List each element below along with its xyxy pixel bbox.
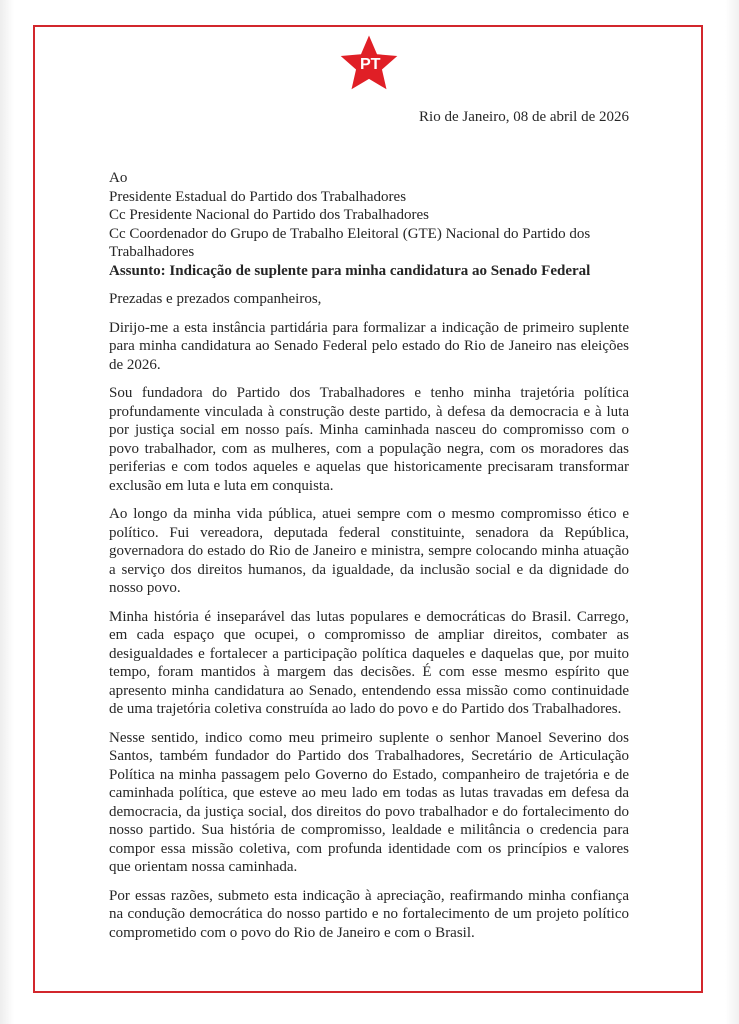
recipient-line: Presidente Estadual do Partido dos Trabalhadores [109, 188, 407, 205]
recipient-block [109, 169, 629, 280]
letter-paragraph: Sou fundadora do Partido dos Trabalhadores e tenho minha trajetória política profundamente vinculada à construção deste partido, à defesa da democracia e à luta por justiça social em nosso país. Minha caminhada nasceu do compromisso com o povo trabalhador, com as mulheres, com a população negra, com os moradores das periferias e com todos aqueles e aquelas que historicamente precisaram transformar exclusão em luta e luta em conquista. [109, 385, 629, 494]
letter-paragraph: Ao longo da minha vida pública, atuei sempre com o mesmo compromisso ético e político. Fui vereadora, deputada federal constituinte, senadora da República, governadora do estado do Rio de Janeiro e ministra, sempre colocando minha atuação a serviço dos direitos humanos, da igualdade, da inclusão social e da dignidade do nosso povo. [109, 506, 629, 596]
letter-paragraph: Dirijo-me a esta instância partidária para formalizar a indicação de primeiro suplente para minha candidatura ao Senado Federal pelo estado do Rio de Janeiro nas eleições de 2026. [109, 319, 629, 373]
pt-star-icon [337, 33, 401, 95]
pt-logo-label: PT [359, 54, 381, 73]
salutation-line: Prezadas e prezados companheiros, [109, 291, 322, 307]
page-edge-shade-left [0, 0, 14, 1024]
subject-line: Assunto: Indicação de suplente para minha candidatura ao Senado Federal [109, 262, 591, 279]
letter-paragraph: Nesse sentido, indico como meu primeiro suplente o senhor Manoel Severino dos Santos, também fundador do Partido dos Trabalhadores, Secretário de Articulação Política na minha passagem pelo Governo do Estado, companheiro de trajetória e de caminhada política, que esteve ao meu lado em todas as lutas travadas em defesa da democracia, da justiça social, dos direitos do povo trabalhador e do fortalecimento do nosso partido. Sua história de compromisso, lealdade e militância o credencia para compor essa missão coletiva, com profunda identidade com os princípios e valores que orientam nossa caminhada. [109, 729, 629, 875]
page-edge-shade-right [725, 0, 739, 1024]
recipient-line: Cc Presidente Nacional do Partido dos Trabalhadores [109, 207, 429, 223]
pt-logo [337, 33, 401, 95]
letter-paragraph: Por essas razões, submeto esta indicação à apreciação, reafirmando minha confiança na condução democrática do nosso partido e no fortalecimento de um projeto político comprometido com o povo do Rio de Janeiro e com o Brasil. [109, 887, 629, 941]
letter-border-frame [33, 25, 703, 993]
recipient-line: Cc Coordenador do Grupo de Trabalho Eleitoral (GTE) Nacional do Partido dos Trabalhadores [109, 225, 591, 260]
date-line: Rio de Janeiro, 08 de abril de 2026 [419, 109, 629, 125]
recipient-line: Ao [109, 170, 128, 186]
letter-paragraph: Minha história é inseparável das lutas populares e democráticas do Brasil. Carrego, em cada espaço que ocupei, o compromisso de ampliar direitos, combater as desigualdades e fortalecer a participação política daqueles e daquelas que, por muito tempo, foram mantidos à margem das decisões. É com esse mesmo espírito que apresento minha candidatura ao Senado, entendendo essa missão como continuidade de uma trajetória coletiva construída ao lado do povo e do Partido dos Trabalhadores. [109, 608, 629, 717]
